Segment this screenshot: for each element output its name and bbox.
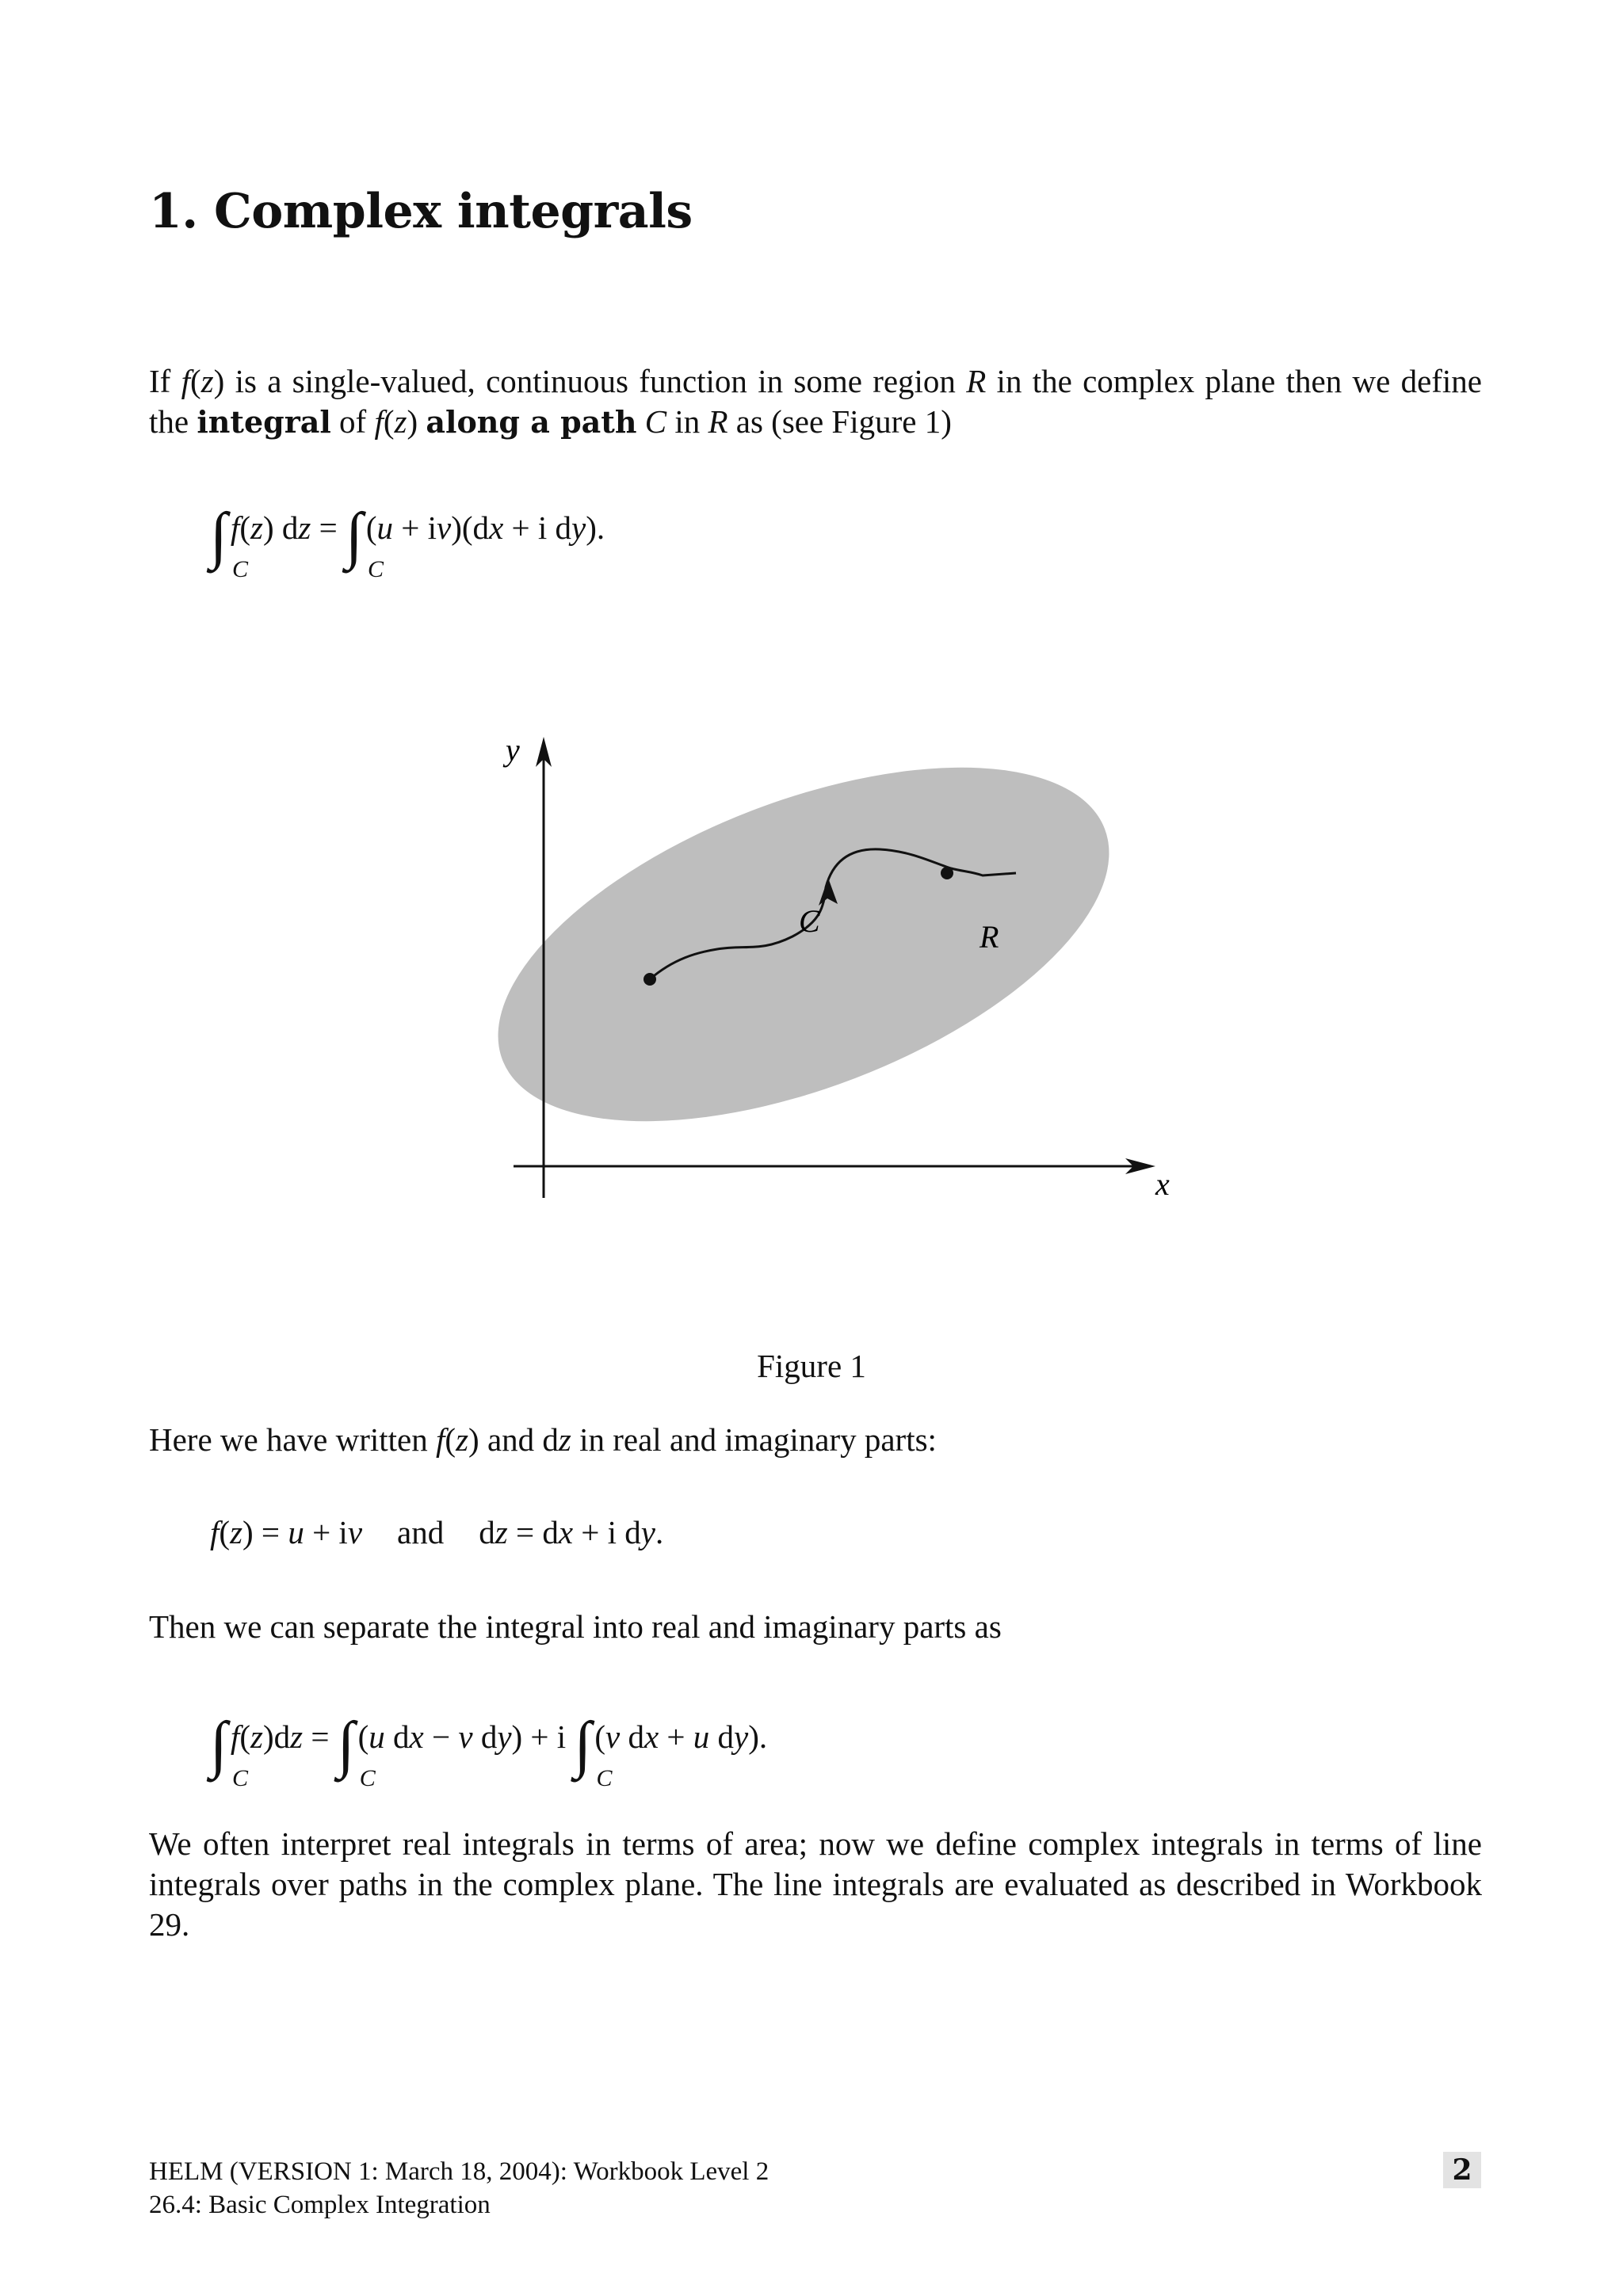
term-along-path: along a path xyxy=(426,404,637,440)
path-label: C xyxy=(799,903,820,939)
footer-line-1: HELM (VERSION 1: March 18, 2004): Workbook Level 2 xyxy=(149,2157,769,2186)
equation-integral-definition: ∫ C f(z) dz = ∫ C (u + iv)(dx + i dy). xyxy=(210,501,605,582)
intro-paragraph: If f(z) is a single-valued, continuous function in some region R in the complex plane then we define the integral of f(z) along a path C in R as (see Figure 1) xyxy=(149,363,1483,440)
region-label: R xyxy=(980,919,999,955)
region-r xyxy=(451,729,1156,1194)
y-axis-label: y xyxy=(506,732,520,768)
interpretation-paragraph: We often interpret real integrals in terms of area; now we define complex integrals in terms of line integrals over paths in the complex plane. The line integrals are evaluated as described in Workbook 29. xyxy=(149,1825,1482,1943)
x-axis-label: x xyxy=(1155,1166,1170,1202)
path-start-point xyxy=(643,973,656,986)
figure-caption: Figure 1 xyxy=(757,1348,866,1384)
page-number: 2 xyxy=(1443,2152,1481,2188)
equation-separated-integral: ∫ C f(z)dz = ∫ C (u dx − v dy) + i ∫ C (v dx + u dy). xyxy=(210,1710,768,1791)
section-heading: 1. Complex integrals xyxy=(149,184,693,239)
parts-paragraph: Here we have written f(z) and dz in real and imaginary parts: xyxy=(149,1421,937,1458)
equation-parts: f(z) = u + iv and dz = dx + i dy. xyxy=(210,1514,664,1550)
footer-line-2: 26.4: Basic Complex Integration xyxy=(149,2191,491,2219)
footer xyxy=(149,2155,769,2222)
term-integral: integral xyxy=(197,404,331,440)
figure-complex-path xyxy=(444,729,1173,1236)
separate-paragraph: Then we can separate the integral into real and imaginary parts as xyxy=(149,1608,1002,1645)
path-end-point xyxy=(941,867,953,879)
